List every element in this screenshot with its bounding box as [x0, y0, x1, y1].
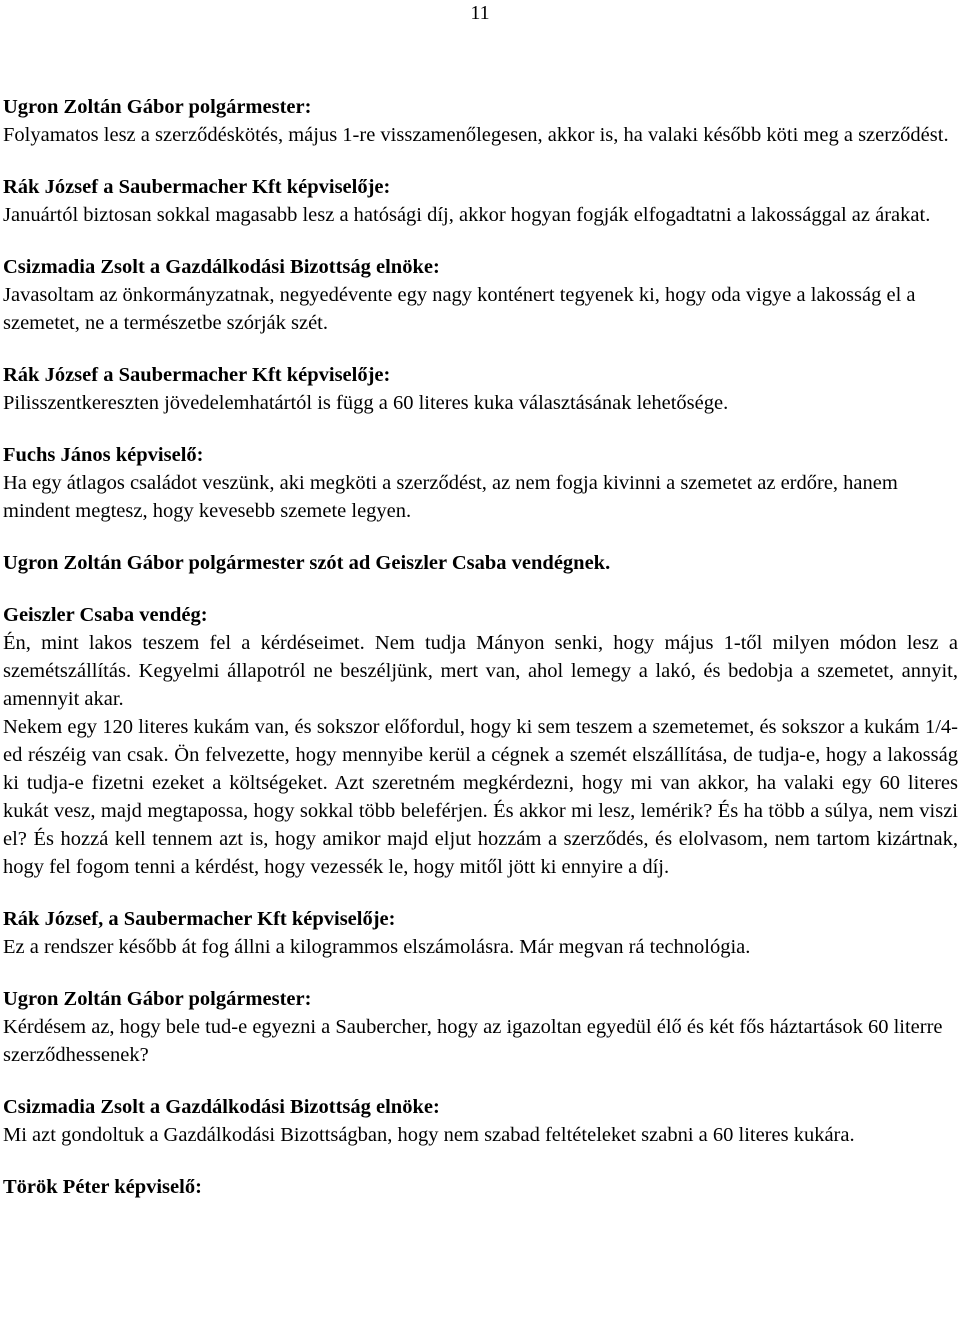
- speech-block: [3, 601, 958, 881]
- page-number: 11: [470, 2, 490, 24]
- speech-text: Én, mint lakos teszem fel a kérdéseimet. Nem tudja Mányon senki, hogy május 1-től milyen módon lesz a szemétszállítás. Kegyelmi állapotról ne beszéljünk, mert van, ahol lemegy a lakó, és bedobja a szemetet, annyit, amennyit akar.: [3, 632, 958, 710]
- speech-block: [3, 173, 958, 229]
- speaker-name: Rák József a Saubermacher Kft képviselője:: [3, 176, 391, 198]
- speaker-name: Geiszler Csaba vendég:: [3, 604, 208, 626]
- speech-block: [3, 253, 958, 337]
- speaker-name: Ugron Zoltán Gábor polgármester:: [3, 988, 312, 1010]
- speech-text: Pilisszentkereszten jövedelemhatártól is függ a 60 literes kuka választásának lehetősége.: [3, 392, 729, 414]
- speech-text: Mi azt gondoltuk a Gazdálkodási Bizottságban, hogy nem szabad feltételeket szabni a 60 literes kukára.: [3, 1124, 855, 1146]
- speaker-name: Fuchs János képviselő:: [3, 444, 204, 466]
- speech-block: [3, 93, 958, 149]
- speech-text: Kérdésem az, hogy bele tud-e egyezni a Saubercher, hogy az igazoltan egyedül élő és két fős háztartások 60 literre szerződhessenek?: [3, 1016, 943, 1066]
- speech-text: Januártól biztosan sokkal magasabb lesz a hatósági díj, akkor hogyan fogják elfogadtatni a lakossággal az árakat.: [3, 204, 931, 226]
- speech-block: [3, 441, 958, 525]
- speech-block: [3, 985, 958, 1069]
- speaker-name: Ugron Zoltán Gábor polgármester szót ad Geiszler Csaba vendégnek.: [3, 552, 611, 574]
- minutes-content: [3, 93, 958, 1225]
- speaker-name: Rák József a Saubermacher Kft képviselője:: [3, 364, 391, 386]
- speech-block: [3, 1173, 958, 1201]
- speaker-name: Ugron Zoltán Gábor polgármester:: [3, 96, 312, 118]
- speech-text: Nekem egy 120 literes kukám van, és sokszor előfordul, hogy ki sem teszem a szemetemet, és sokszor a kukám 1/4-ed részéig van csak. Ön felvezette, hogy mennyibe kerül a cégnek a szemét elszállítása, de tudja-e, hogy a lakosság ki tudja-e fizetni ezeket a költségeket. Azt szeretném megkérdezni, hogy mi van akkor, ha valaki egy 60 literes kukát vesz, majd megtapossa, hogy sokkal több beleférjen. És akkor mi lesz, lemérik? És ha több a súlya, nem viszi el? És hozzá kell tennem azt is, hogy amikor majd eljut hozzám a szerződés, és elolvasom, nem tartom kizártnak, hogy fel fogom tenni a kérdést, hogy vezessék le, hogy mitől jött ki ennyire a díj.: [3, 716, 958, 878]
- speaker-name: Csizmadia Zsolt a Gazdálkodási Bizottság elnöke:: [3, 256, 440, 278]
- speech-block: [3, 905, 958, 961]
- speaker-name: Rák József, a Saubermacher Kft képviselője:: [3, 908, 396, 930]
- speech-block: [3, 361, 958, 417]
- speech-text: Ha egy átlagos családot veszünk, aki megköti a szerződést, az nem fogja kivinni a szemetet az erdőre, hanem mindent megtesz, hogy kevesebb szemete legyen.: [3, 472, 898, 522]
- speech-text: Ez a rendszer később át fog állni a kilogrammos elszámolásra. Már megvan rá technológia.: [3, 936, 751, 958]
- speech-text: Javasoltam az önkormányzatnak, negyedévente egy nagy konténert tegyenek ki, hogy oda vigye a lakosság el a szemetet, ne a természetbe szórják szét.: [3, 284, 916, 334]
- speaker-name: Török Péter képviselő:: [3, 1176, 202, 1198]
- speaker-name: Csizmadia Zsolt a Gazdálkodási Bizottság elnöke:: [3, 1096, 440, 1118]
- speech-text: Folyamatos lesz a szerződéskötés, május 1-re visszamenőlegesen, akkor is, ha valaki később köti meg a szerződést.: [3, 124, 949, 146]
- speech-block: [3, 1093, 958, 1149]
- speech-block: [3, 549, 958, 577]
